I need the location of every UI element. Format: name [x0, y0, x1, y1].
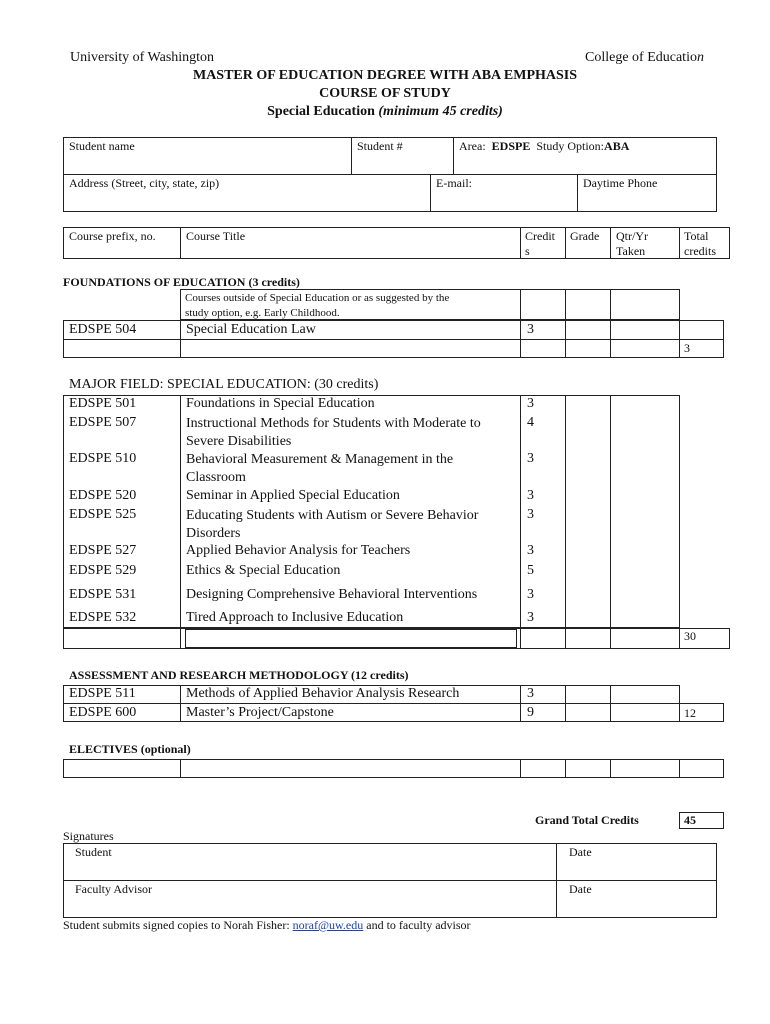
student-number-field[interactable]: Student #	[357, 139, 403, 153]
course-title: Methods of Applied Behavior Analysis Research	[186, 686, 460, 701]
assessment-heading: ASSESSMENT AND RESEARCH METHODOLOGY (12 credits)	[69, 668, 409, 682]
course-credits: 3	[527, 610, 534, 625]
course-title: Foundations in Special Education	[186, 396, 375, 411]
course-credits: 3	[527, 322, 534, 337]
course-number: EDSPE 511	[69, 686, 136, 701]
course-title: Educating Students with Autism or Severe Behavior Disorders	[186, 508, 479, 541]
course-title: Designing Comprehensive Behavioral Interventions	[186, 587, 478, 602]
course-number: EDSPE 504	[69, 322, 137, 337]
elective-row[interactable]	[63, 759, 724, 778]
course-credits: 3	[527, 686, 534, 701]
course-number: EDSPE 600	[69, 705, 137, 720]
student-signature-field[interactable]: Student	[75, 845, 112, 859]
footer-note: Student submits signed copies to Norah Fisher: noraf@uw.edu and to faculty advisor	[63, 918, 471, 932]
foundations-heading: FOUNDATIONS OF EDUCATION (3 credits)	[63, 275, 300, 289]
student-date-field[interactable]: Date	[569, 845, 592, 859]
col-qtr: Qtr/Yr Taken	[616, 229, 648, 258]
advisor-signature-field[interactable]: Faculty Advisor	[75, 882, 152, 896]
course-credits: 9	[527, 705, 534, 720]
address-field[interactable]: Address (Street, city, state, zip)	[69, 176, 220, 190]
email-field[interactable]: E-mail:	[436, 176, 472, 190]
course-credits: 3	[527, 507, 534, 522]
col-total: Total credits	[684, 229, 716, 258]
course-number: EDSPE 525	[69, 507, 137, 522]
course-number: EDSPE 520	[69, 488, 137, 503]
course-credits: 3	[527, 488, 534, 503]
assessment-total: 12	[684, 706, 696, 720]
phone-field[interactable]: Daytime Phone	[583, 176, 658, 190]
course-credits: 3	[527, 543, 534, 558]
course-credits: 4	[527, 415, 534, 430]
foundations-total: 3	[684, 341, 690, 355]
advisor-date-field[interactable]: Date	[569, 882, 592, 896]
course-credits: 3	[527, 396, 534, 411]
signatures-heading: Signatures	[63, 829, 114, 843]
course-credits: 3	[527, 587, 534, 602]
course-number: EDSPE 510	[69, 451, 137, 466]
course-title: Applied Behavior Analysis for Teachers	[186, 543, 411, 558]
col-grade: Grade	[570, 229, 600, 243]
course-title: Special Education Law	[186, 322, 316, 337]
course-credits: 5	[527, 563, 534, 578]
course-title: Behavioral Measurement & Management in the Classroom	[186, 452, 454, 485]
course-number: EDSPE 532	[69, 610, 137, 625]
grand-total-label: Grand Total Credits	[535, 813, 639, 827]
program-line: Special Education (minimum 45 credits)	[267, 104, 503, 119]
course-number: EDSPE 527	[69, 543, 137, 558]
course-title: Ethics & Special Education	[186, 563, 341, 578]
course-number: EDSPE 531	[69, 587, 137, 602]
electives-heading: ELECTIVES (optional)	[69, 742, 191, 756]
col-prefix: Course prefix, no.	[69, 229, 156, 243]
area-field: Area: EDSPE Study Option:ABA	[459, 139, 630, 153]
course-credits: 3	[527, 451, 534, 466]
course-title: Tired Approach to Inclusive Education	[186, 610, 404, 625]
email-link[interactable]: noraf@uw.edu	[292, 918, 364, 932]
course-title: Master’s Project/Capstone	[186, 705, 334, 720]
student-name-field[interactable]: Student name	[69, 139, 135, 153]
major-heading: MAJOR FIELD: SPECIAL EDUCATION: (30 credits)	[69, 377, 379, 392]
col-title: Course Title	[186, 229, 246, 243]
grand-total-value: 45	[684, 813, 696, 827]
custom-course-input[interactable]	[185, 629, 517, 648]
course-number: EDSPE 501	[69, 396, 137, 411]
course-title: Instructional Methods for Students with Moderate to Severe Disabilities	[186, 416, 481, 449]
page-subtitle: COURSE OF STUDY	[319, 86, 451, 101]
page-title: MASTER OF EDUCATION DEGREE WITH ABA EMPHASIS	[192, 68, 578, 83]
university-name: University of Washington	[70, 50, 215, 65]
foundations-note: Courses outside of Special Education or as suggested by the study option, e.g. Early Childhood.	[185, 292, 450, 319]
course-number: EDSPE 529	[69, 563, 137, 578]
course-number: EDSPE 507	[69, 415, 137, 430]
major-total: 30	[684, 629, 696, 643]
col-credits: Credit s	[525, 229, 555, 258]
course-title: Seminar in Applied Special Education	[186, 488, 400, 503]
college-name: College of Education	[585, 50, 704, 65]
